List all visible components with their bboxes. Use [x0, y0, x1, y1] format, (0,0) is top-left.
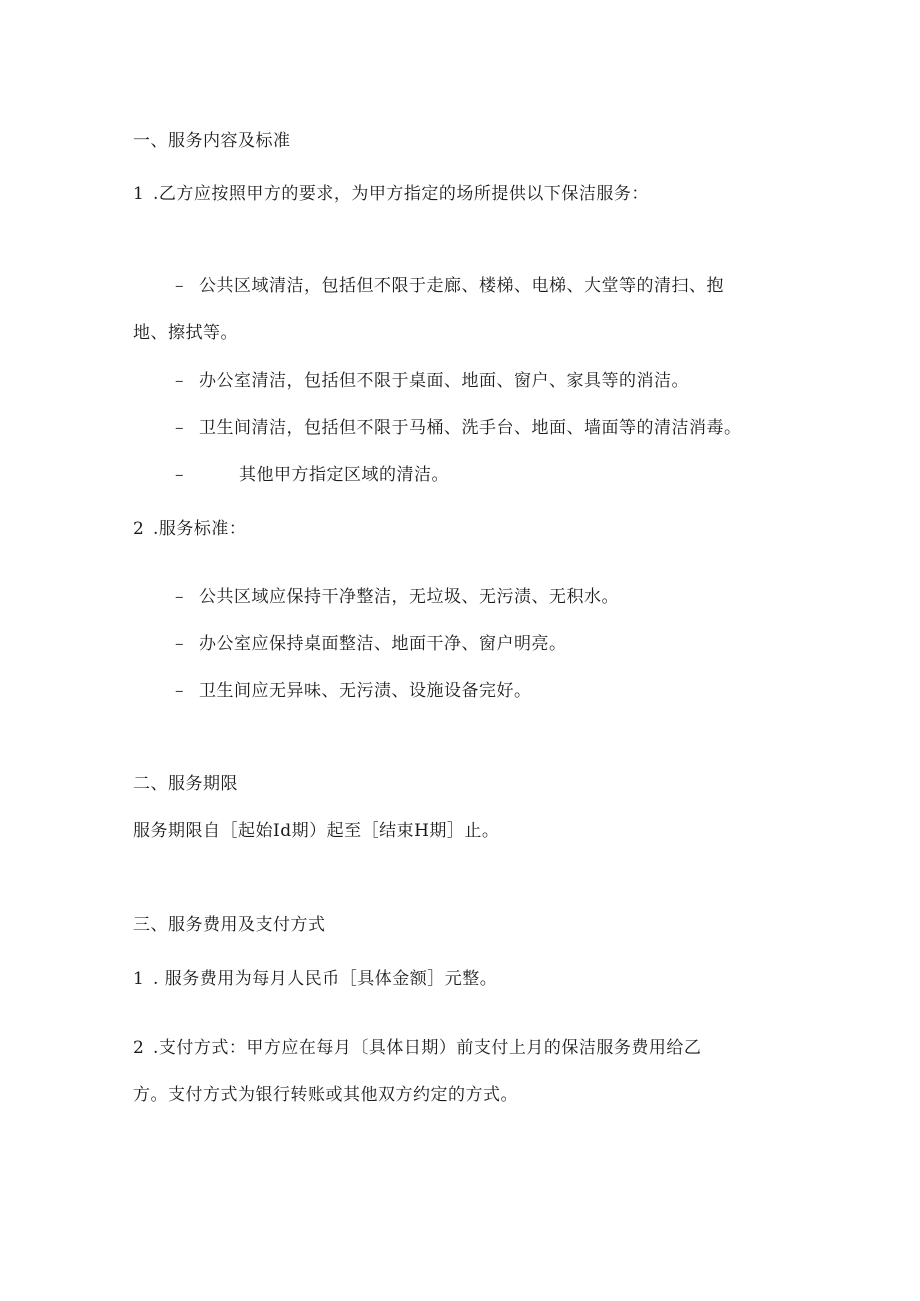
clause-text: .支付方式：甲方应在每月〔具体日期）前支付上月的保洁服务费用给乙 [153, 1038, 702, 1058]
bullet-office [175, 373, 689, 390]
standard-office [175, 636, 567, 653]
service-term-text: 服务期限自［起始Id期）起至［结束H期］止。 [133, 821, 500, 841]
bullet-text: 公共区域应保持干净整洁，无垃圾、无污渍、无积水。 [199, 587, 619, 607]
bullet-text: 其他甲方指定区域的清洁。 [239, 465, 449, 485]
clause-3-2 [133, 1040, 701, 1057]
clause-1-2 [133, 521, 246, 538]
dash-marker: – [175, 276, 184, 296]
bullet-other-areas [175, 467, 449, 484]
section-heading-fees-payment: 三、服务费用及支付方式 [133, 915, 326, 935]
dash-marker: – [175, 587, 184, 607]
dash-marker: – [175, 465, 184, 485]
bullet-text: 公共区域清洁，包括但不限于走廊、楼梯、电梯、大堂等的清扫、抱 [199, 276, 724, 296]
bullet-public-area [175, 278, 724, 295]
dash-marker: – [175, 634, 184, 654]
bullet-text: 办公室清洁，包括但不限于桌面、地面、窗户、家具等的消洁。 [199, 371, 689, 391]
bullet-public-area-continuation [133, 325, 238, 342]
bullet-text: 办公室应保持桌面整洁、地面干净、窗户明亮。 [199, 634, 567, 654]
standard-public-area [175, 589, 619, 606]
section-heading-service-content: 一、服务内容及标准 [133, 131, 291, 151]
clause-number: 2 [133, 519, 145, 539]
dash-marker: – [175, 418, 184, 438]
clause-number: 1 [133, 969, 145, 989]
clause-3-2-continuation: 方。支付方式为银行转账或其他双方约定的方式。 [133, 1085, 518, 1105]
clause-number: 1 [133, 184, 145, 204]
clause-text: . 服务费用为每月人民币［具体金额］元整。 [153, 969, 498, 989]
clause-text: .服务标准： [153, 519, 247, 539]
clause-number: 2 [133, 1038, 145, 1058]
dash-marker: – [175, 681, 184, 701]
bullet-text: 卫生间应无异味、无污渍、设施设备完好。 [199, 681, 532, 701]
clause-1-1 [133, 186, 649, 203]
clause-text: .乙方应按照甲方的要求，为甲方指定的场所提供以下保洁服务： [153, 184, 649, 204]
standard-restroom [175, 683, 532, 700]
bullet-restroom [175, 420, 742, 437]
dash-marker: – [175, 371, 184, 391]
clause-3-1 [133, 971, 497, 988]
bullet-text: 卫生间清洁，包括但不限于马桶、洗手台、地面、墙面等的清洁消毒。 [199, 418, 742, 438]
bullet-text: 地、擦拭等。 [133, 323, 238, 343]
section-heading-service-term: 二、服务期限 [133, 774, 238, 794]
